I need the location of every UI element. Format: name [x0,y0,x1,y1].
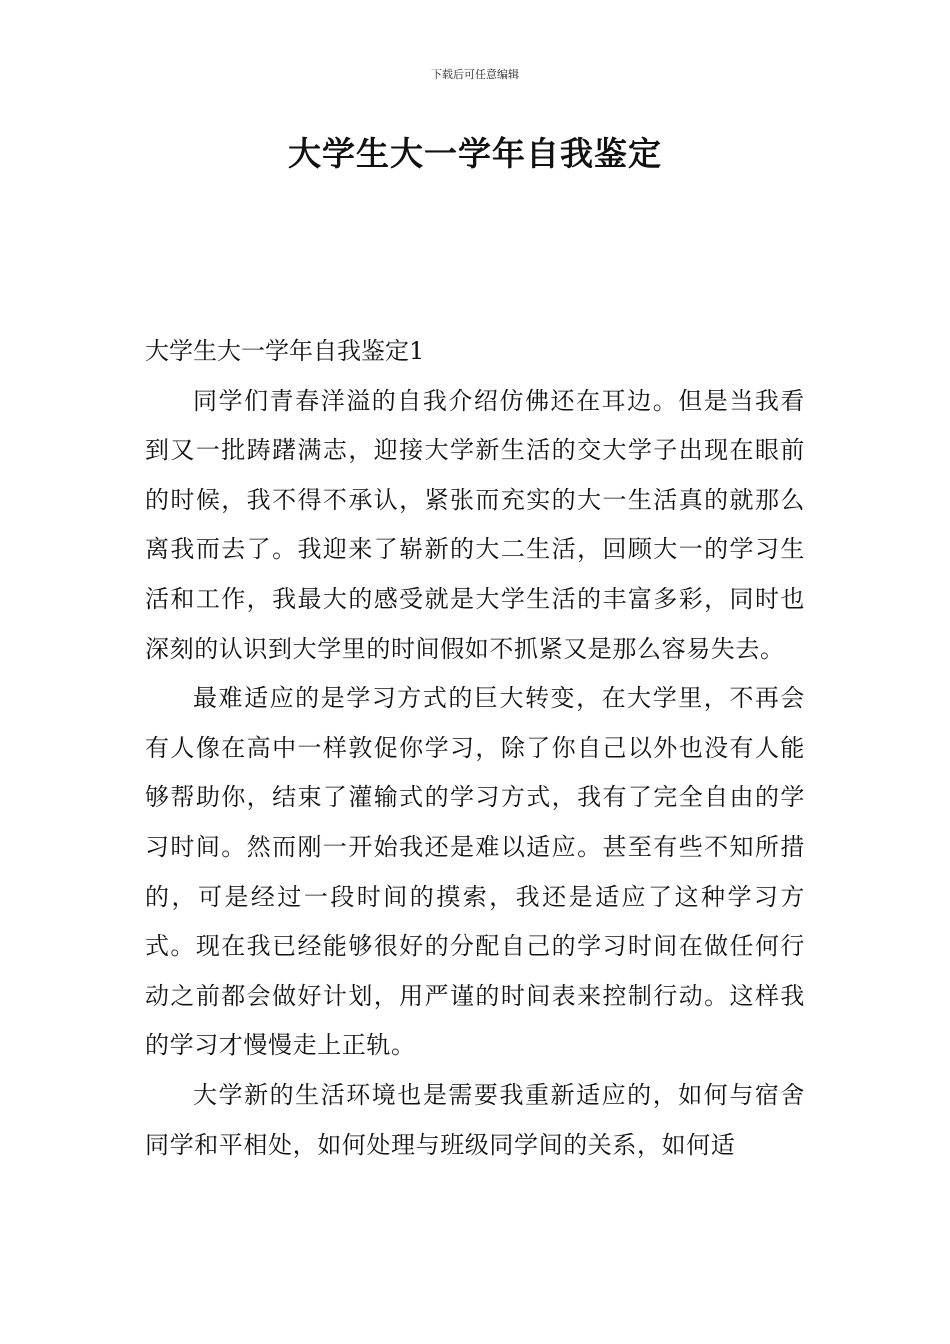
document-title: 大学生大一学年自我鉴定 [288,134,662,173]
document-body [145,327,805,1170]
paragraph-3: 大学新的生活环境也是需要我重新适应的，如何与宿舍同学和平相处，如何处理与班级同学间的关系，如何适 [145,1080,805,1159]
paragraph-2: 最难适应的是学习方式的巨大转变，在大学里，不再会有人像在高中一样敦促你学习，除了你自己以外也没有人能够帮助你，结束了灌输式的学习方式，我有了完全自由的学习时间。然而刚一开始我还是难以适应。甚至有些不知所措的，可是经过一段时间的摸索，我还是适应了这种学习方式。现在我已经能够很好的分配自己的学习时间在做任何行动之前都会做好计划，用严谨的时间表来控制行动。这样我的学习才慢慢走上正轨。 [145,684,805,1060]
section-heading: 大学生大一学年自我鉴定1 [145,337,425,365]
paragraph-1: 同学们青春洋溢的自我介绍仿佛还在耳边。但是当我看到又一批踌躇满志，迎接大学新生活的交大学子出现在眼前的时候，我不得不承认，紧张而充实的大一生活真的就那么离我而去了。我迎来了崭新的大二生活，回顾大一的学习生活和工作，我最大的感受就是大学生活的丰富多彩，同时也深刻的认识到大学里的时间假如不抓紧又是那么容易失去。 [145,386,805,663]
header-note: 下载后可任意编辑 [431,68,519,81]
